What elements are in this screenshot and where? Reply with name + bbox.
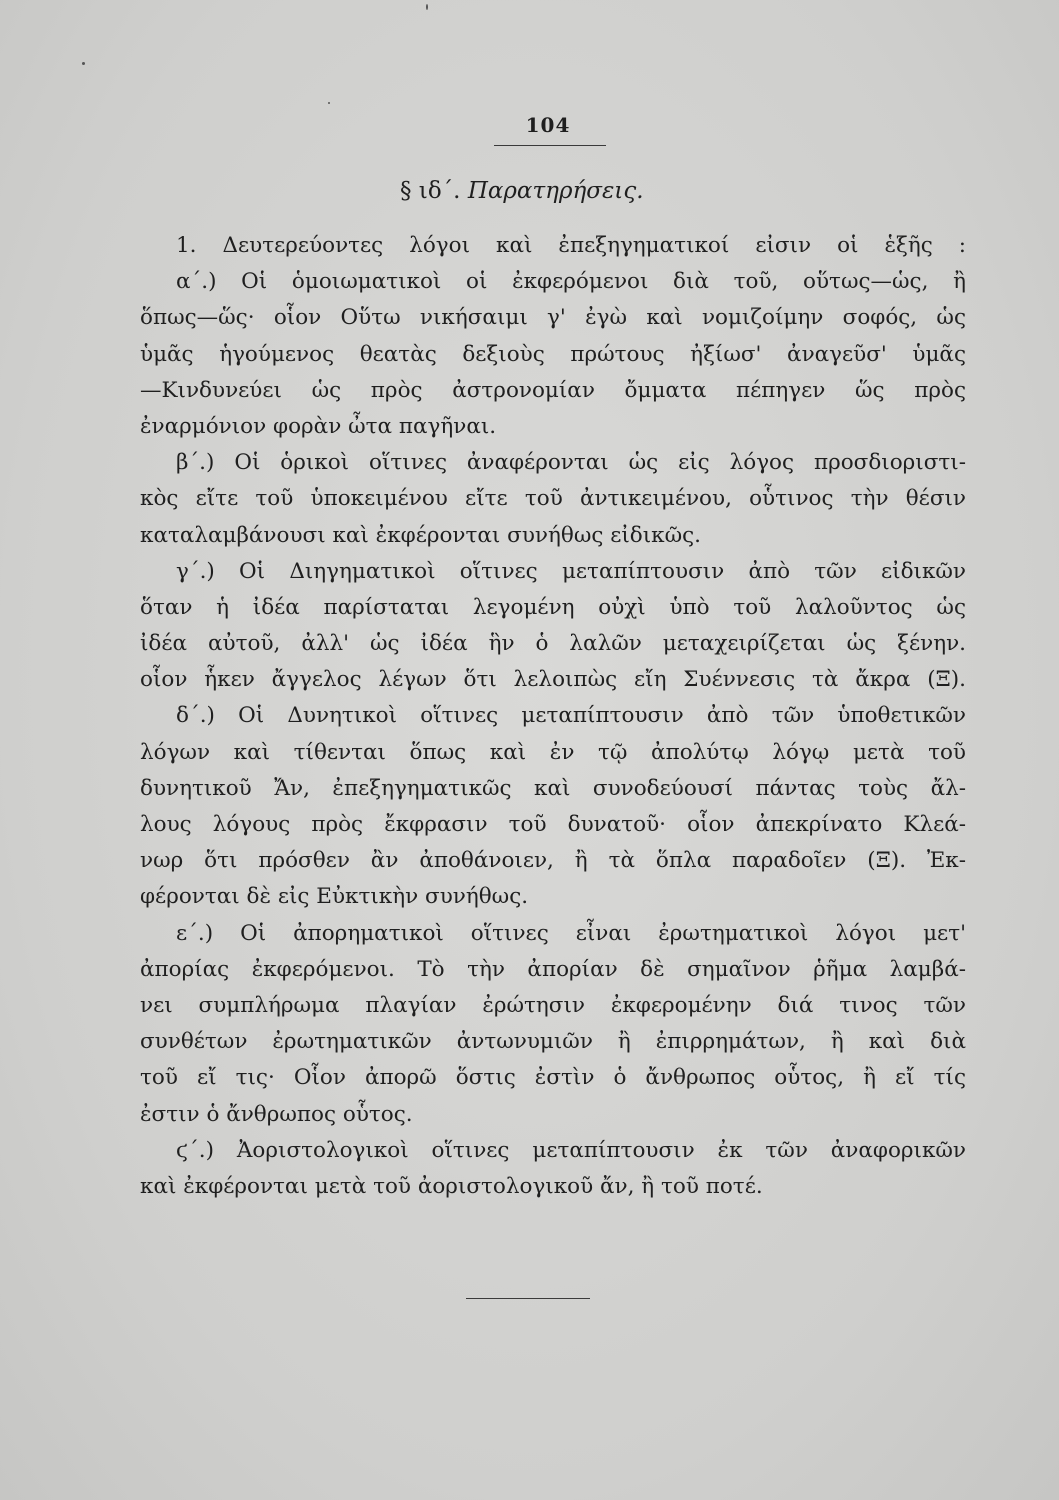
text-line: νωρ ὅτι πρόσθεν ἂν ἀποθάνοιεν, ἢ τὰ ὅπλα παραδοῖεν (Ξ). Ἐκ- bbox=[140, 848, 966, 874]
text-line: ἐναρμόνιον φορὰν ὦτα παγῆναι. bbox=[140, 413, 497, 439]
text-line: ε΄.) Οἱ ἀπορηματικοὶ οἵτινες εἶναι ἐρωτηματικοὶ λόγοι μετ' bbox=[176, 920, 966, 946]
header-rule bbox=[494, 145, 606, 146]
text-line: δ΄.) Οἱ Δυνητικοὶ οἵτινες μεταπίπτουσιν ἀπὸ τῶν ὑποθετικῶν bbox=[176, 703, 966, 729]
footer-rule bbox=[466, 1298, 590, 1299]
text-line: ὅπως—ὥς· οἷον Οὕτω νικήσαιμι γ' ἐγὼ καὶ νομιζοίμην σοφός, ὡς bbox=[140, 305, 966, 331]
text-line: καὶ ἐκφέρονται μετὰ τοῦ ἀοριστολογικοῦ ἄν, ἢ τοῦ ποτέ. bbox=[140, 1173, 763, 1199]
text-line: δυνητικοῦ Ἄν, ἐπεξηγηματικῶς καὶ συνοδεύουσί πάντας τοὺς ἄλ- bbox=[140, 775, 966, 801]
text-line: γ΄.) Οἱ Διηγηματικοὶ οἵτινες μεταπίπτουσιν ἀπὸ τῶν εἰδικῶν bbox=[176, 558, 966, 584]
text-line: ἰδέα αὐτοῦ, ἀλλ' ὡς ἰδέα ἣν ὁ λαλῶν μεταχειρίζεται ὡς ξένην. bbox=[140, 631, 966, 657]
text-line: β΄.) Οἱ ὁρικοὶ οἵτινες ἀναφέρονται ὡς εἰς λόγος προσδιοριστι- bbox=[176, 450, 966, 476]
text-line: κὸς εἴτε τοῦ ὑποκειμένου εἴτε τοῦ ἀντικειμένου, οὗτινος τὴν θέσιν bbox=[140, 486, 966, 512]
page-number: 104 bbox=[525, 113, 571, 137]
text-line: 1. Δευτερεύοντες λόγοι καὶ ἐπεξηγηματικοί εἰσιν οἱ ἑξῆς : bbox=[176, 233, 966, 258]
section-heading bbox=[400, 178, 700, 204]
text-line: ὑμᾶς ἡγούμενος θεατὰς δεξιοὺς πρώτους ἠξίωσ' ἀναγεῦσ' ὑμᾶς bbox=[140, 341, 966, 367]
text-line: συνθέτων ἐρωτηματικῶν ἀντωνυμιῶν ἢ ἐπιρρημάτων, ἢ καὶ διὰ bbox=[140, 1029, 966, 1055]
text-line: ὅταν ἡ ἰδέα παρίσταται λεγομένη οὐχὶ ὑπὸ τοῦ λαλοῦντος ὡς bbox=[140, 594, 966, 620]
text-line: —Κινδυνεύει ὡς πρὸς ἀστρονομίαν ὄμματα πέπηγεν ὥς πρὸς bbox=[140, 377, 966, 403]
text-line: ϛ΄.) Ἀοριστολογικοὶ οἵτινες μεταπίπτουσιν ἐκ τῶν ἀναφορικῶν bbox=[176, 1137, 966, 1163]
print-speck bbox=[328, 102, 330, 104]
text-line: ἐστιν ὁ ἄνθρωπος οὗτος. bbox=[140, 1101, 413, 1127]
body-text bbox=[140, 228, 966, 1205]
text-line: α΄.) Οἱ ὁμοιωματικοὶ οἱ ἐκφερόμενοι διὰ τοῦ, οὕτως—ὡς, ἢ bbox=[176, 269, 966, 295]
text-line: ἀπορίας ἐκφερόμενοι. Τὸ τὴν ἀπορίαν δὲ σημαῖνον ῥῆμα λαμβά- bbox=[140, 956, 966, 982]
text-line: φέρονται δὲ εἰς Εὐκτικὴν συνήθως. bbox=[140, 884, 529, 910]
print-speck bbox=[82, 62, 85, 65]
section-mark: § ιδ΄. bbox=[400, 178, 461, 204]
text-line: τοῦ εἴ τις· Οἷον ἀπορῶ ὅστις ἐστὶν ὁ ἄνθρωπος οὗτος, ἢ εἴ τίς bbox=[140, 1065, 966, 1091]
text-line: καταλαμβάνουσι καὶ ἐκφέρονται συνήθως εἰδικῶς. bbox=[140, 522, 702, 548]
text-line: νει συμπλήρωμα πλαγίαν ἐρώτησιν ἐκφερομένην διά τινος τῶν bbox=[140, 992, 966, 1018]
text-line: οἷον ἧκεν ἄγγελος λέγων ὅτι λελοιπὼς εἴη Συέννεσις τὰ ἄκρα (Ξ). bbox=[140, 667, 966, 693]
print-speck bbox=[426, 4, 428, 10]
text-line: λους λόγους πρὸς ἔκφρασιν τοῦ δυνατοῦ· οἷον ἀπεκρίνατο Κλεά- bbox=[140, 812, 966, 837]
section-title: Παρατηρήσεις. bbox=[467, 178, 644, 204]
text-line: λόγων καὶ τίθενται ὅπως καὶ ἐν τῷ ἀπολύτῳ λόγῳ μετὰ τοῦ bbox=[140, 739, 966, 765]
